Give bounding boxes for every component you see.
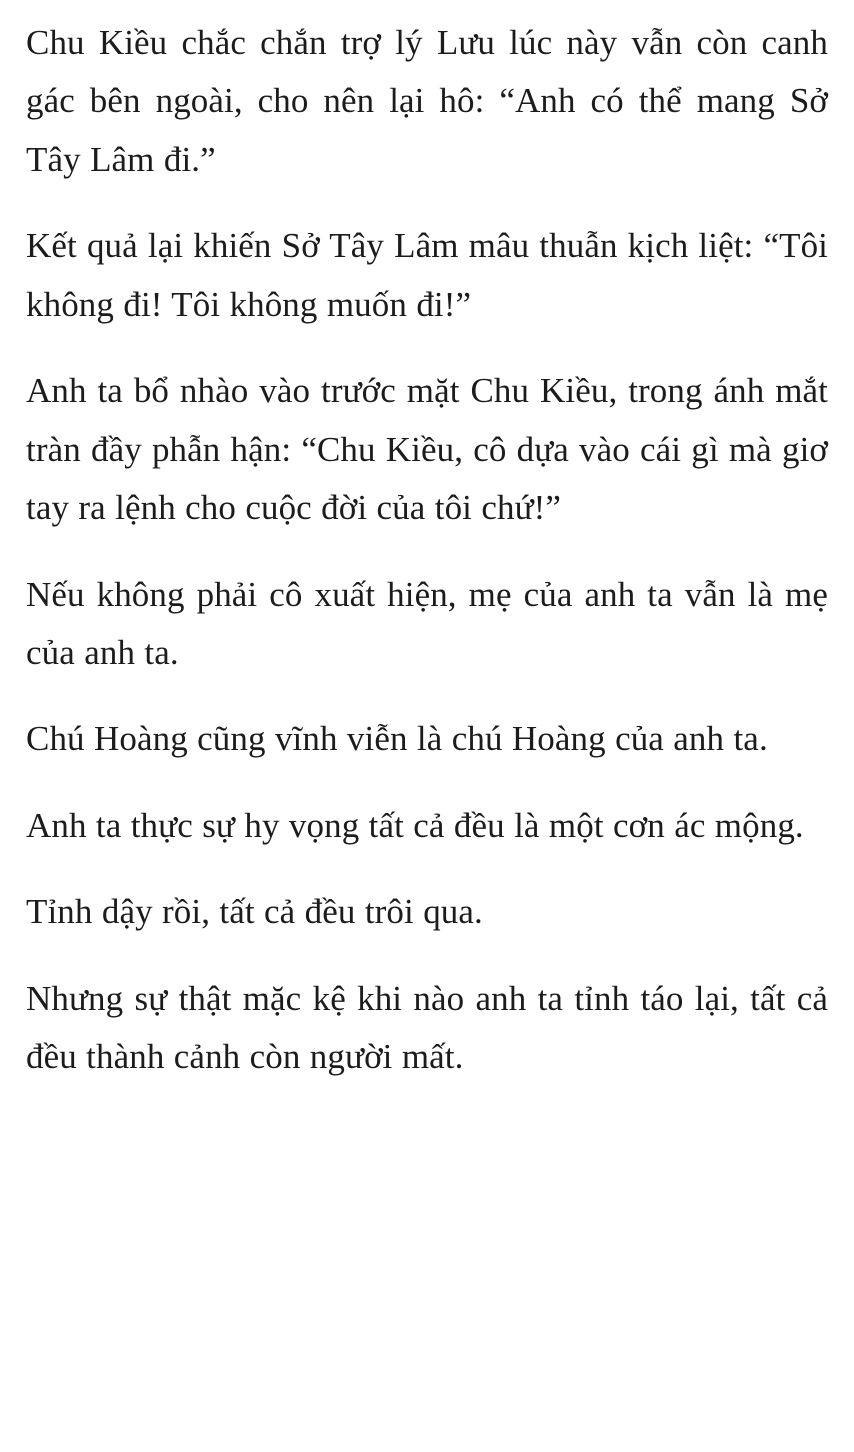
paragraph: Kết quả lại khiến Sở Tây Lâm mâu thuẫn kịch liệt: “Tôi không đi! Tôi không muốn đi!” (26, 226, 828, 324)
paragraph: Anh ta thực sự hy vọng tất cả đều là một cơn ác mộng. (26, 805, 804, 845)
paragraph: Anh ta bổ nhào vào trước mặt Chu Kiều, trong ánh mắt tràn đầy phẫn hận: “Chu Kiều, cô dựa vào cái gì mà giơ tay ra lệnh cho cuộc đời của tôi chứ!” (26, 371, 828, 528)
paragraph: Nếu không phải cô xuất hiện, mẹ của anh ta vẫn là mẹ của anh ta. (26, 574, 828, 672)
paragraph: Chu Kiều chắc chắn trợ lý Lưu lúc này vẫn còn canh gác bên ngoài, cho nên lại hô: “Anh có thể mang Sở Tây Lâm đi.” (26, 23, 828, 179)
paragraph: Tỉnh dậy rồi, tất cả đều trôi qua. (26, 892, 483, 932)
paragraph: Nhưng sự thật mặc kệ khi nào anh ta tỉnh táo lại, tất cả đều thành cảnh còn người mất. (26, 978, 828, 1077)
paragraph: Chú Hoàng cũng vĩnh viễn là chú Hoàng của anh ta. (26, 719, 768, 759)
